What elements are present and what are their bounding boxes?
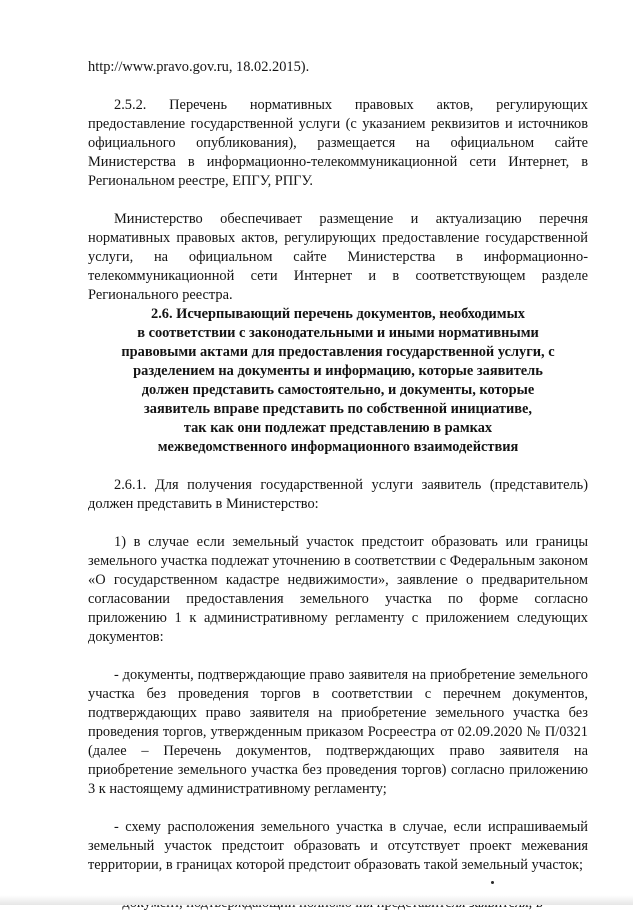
scan-dot xyxy=(491,881,494,884)
heading-line: 2.6. Исчерпывающий перечень документов, необходимых xyxy=(151,306,525,322)
url-line: http://www.pravo.gov.ru, 18.02.2015). xyxy=(88,59,310,75)
bullet-scheme: - схему расположения земельного участка в случае, если испрашиваемый земельный участок предстоит образовать и отсутствует проект межевания территории, в границах которой предстоит образовать такой земельный участок; xyxy=(88,819,588,873)
heading-line: разделением на документы и информацию, которые заявитель xyxy=(133,363,543,379)
heading-line: в соответствии с законодательными и иными нормативными xyxy=(137,325,539,341)
heading-line: правовыми актами для предоставления государственной услуги, с xyxy=(121,344,555,360)
paragraph-2-5-2: 2.5.2. Перечень нормативных правовых актов, регулирующих предоставление государственной услуги (с указанием реквизитов и источников официального опубликования), размещается на официальном сайте Министерства в информационно-телекоммуникационной сети Интернет, в Региональном реестре, ЕПГУ, РПГУ. xyxy=(88,97,588,189)
heading-line: заявитель вправе представить по собственной инициативе, xyxy=(143,401,533,417)
paragraph-2-6-1: 2.6.1. Для получения государственной услуги заявитель (представитель) должен представить в Министерство: xyxy=(88,477,588,512)
paragraph-item-1: 1) в случае если земельный участок предстоит образовать или границы земельного участка подлежат уточнению в соответствии с Федеральным законом «О государственном кадастре недвижимости», заявление о предварительном согласовании предоставления земельного участка по форме согласно приложению 1 к административному регламенту с приложением следующих документов: xyxy=(88,534,588,645)
heading-line: должен представить самостоятельно, и документы, которые xyxy=(141,382,535,398)
scan-edge xyxy=(0,895,633,905)
heading-line: так как они подлежат представлению в рамках xyxy=(183,420,493,436)
paragraph-ministry: Министерство обеспечивает размещение и актуализацию перечня нормативных правовых актов, регулирующих предоставление государственной услуги, на официальном сайте Министерства в информационно-телекоммуникационной сети Интернет и в соответствующем разделе Регионального реестра. xyxy=(88,211,588,303)
heading-line: межведомственного информационного взаимодействия xyxy=(157,439,519,455)
bullet-documents: - документы, подтверждающие право заявителя на приобретение земельного участка без проведения торгов в соответствии с перечнем документов, подтверждающих право заявителя на приобретение земельного участка без проведения торгов, утвержденным приказом Росреестра от 02.09.2020 № П/0321 (далее – Перечень документов, подтверждающих право заявителя на приобретение земельного участка без проведения торгов) согласно приложению 3 к настоящему административному регламенту; xyxy=(88,667,588,797)
section-heading-2-6 xyxy=(88,305,588,457)
document-page xyxy=(88,58,588,913)
